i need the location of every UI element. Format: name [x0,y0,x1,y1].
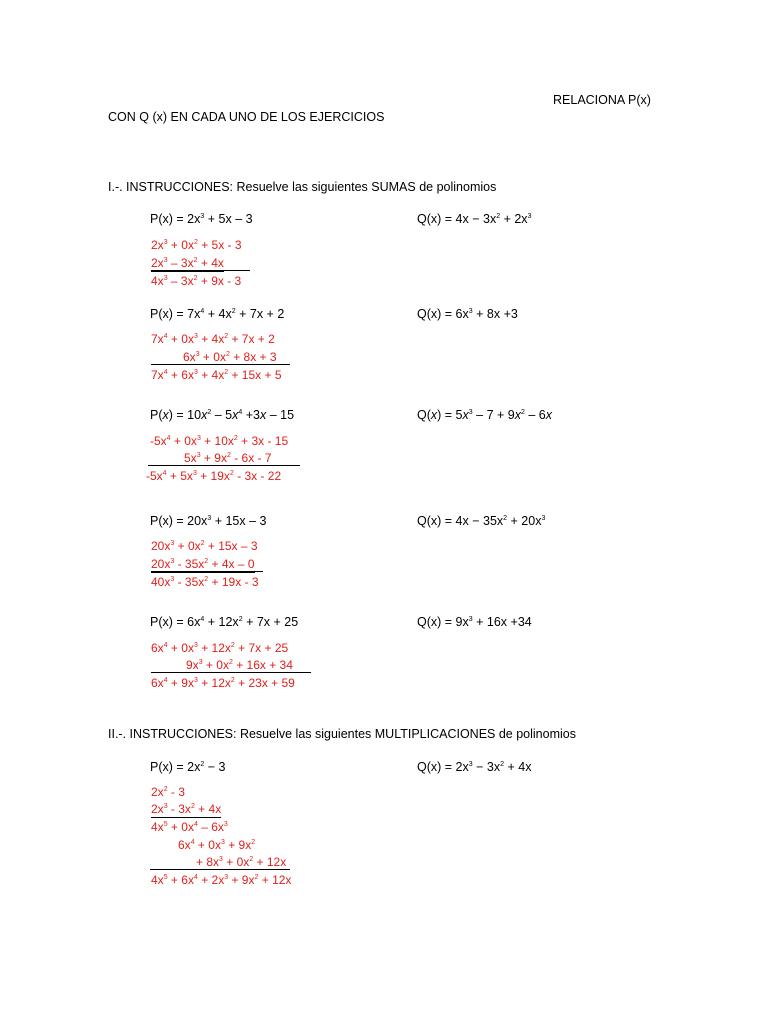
mult-line4: $6x^4 + 0x^3 + 9x^2$ [178,838,256,852]
ex2-line1: $7x^4 + 0x^3 + 4x^2 + 7x + 2$ [151,332,275,346]
ex1-result: $4x^3 - 3x^2 + 9x - 3$ [151,274,242,288]
ex3-result: $-5x^4 + 5x^3 + 19x^2 - 3x - 22$ [146,469,282,483]
ex4-p: $P(x) = 20x^3 + 15x - 3$ [150,514,267,528]
ex3-p: $P(x) = 10x^2 - 5x^4 +3x - 15$ [150,408,295,422]
header-relaciona: RELACIONA P(x) [553,93,651,107]
ex4-q: $Q(x) = 4x - 35x^2 + 20x^3$ [417,514,546,528]
mult-line2: $2x^3 - 3x^2 + 4x$ [151,802,222,816]
ex3-q: $Q(x) = 5x^3 - 7 + 9x^2 - 6x$ [417,408,552,422]
mult-sum-rule [150,869,290,870]
mult-ex1-q: $Q(x) = 2x^3 - 3x^2 + 4x$ [417,760,532,774]
ex2-p: $P(x) = 7x^4 + 4x^2 + 7x + 2$ [150,307,285,321]
header-con-q: CON Q (x) EN CADA UNO DE LOS EJERCICIOS [108,110,385,124]
ex1-line2: $2x^3 - 3x^2 + 4x$ [151,256,224,270]
ex5-sum-rule [151,672,311,673]
ex1-sum-rule [151,270,250,271]
ex3-sum-rule [148,465,300,466]
ex2-result: $7x^4 + 6x^3 + 4x^2 + 15x + 5$ [151,368,282,382]
mult-line5: + $8x^3 + 0x^2 + 12x$ [196,855,287,869]
mult-ex1-p: $P(x) = 2x^2 - 3$ [150,760,226,774]
ex2-sum-rule [151,364,290,365]
ex1-line1: $2x^3 + 0x^2 + 5x - 3$ [151,238,242,252]
mult-result: $4x^5 + 6x^4 + 2x^3 + 9x^2 + 12x$ [151,873,292,887]
ex2-q: $Q(x) = 6x^3 + 8x +3$ [417,307,518,321]
ex5-line2: $9x^3 + 0x^2 + 16x + 34$ [186,658,293,672]
ex5-result: $6x^4 + 9x^3 + 12x^2 + 23x + 59$ [151,676,295,690]
ex4-line1: $20x^3 + 0x^2 + 15x - 3$ [151,539,258,553]
ex4-sum-rule [151,571,263,572]
ex1-q: $Q(x) = 4x - 3x^2 + 2x^3$ [417,212,532,226]
ex5-q: $Q(x) = 9x^3 + 16x +34$ [417,615,532,629]
mult-line1: $2x^2 - 3$ [151,785,185,799]
ex3-line2: $5x^3 + 9x^2 - 6x - 7$ [184,451,272,465]
ex2-line2: $6x^3 + 0x^2 + 8x + 3$ [183,350,277,364]
ex1-p: $P(x) = 2x^3 + 5x - 3$ [150,212,253,226]
mult-line3: $4x^5 + 0x^4 - 6x^3$ [151,820,228,834]
ex4-line2: $20x^3 - 35x^2 + 4x - 0$ [151,557,255,571]
ex5-p: $P(x) = 6x^4 + 12x^2 + 7x + 25$ [150,615,299,629]
ex4-result: $40x^3 - 35x^2 + 19x - 3$ [151,575,259,589]
ex5-line1: $6x^4 + 0x^3 + 12x^2 + 7x + 25$ [151,641,289,655]
ex3-line1: $-5x^4 + 0x^3 + 10x^2 + 3x - 15$ [150,434,289,448]
section1-instructions: I.-. INSTRUCCIONES: Resuelve las siguientes SUMAS de polinomios [108,180,497,194]
section2-instructions: II.-. INSTRUCCIONES: Resuelve las siguientes MULTIPLICACIONES de polinomios [108,727,576,741]
